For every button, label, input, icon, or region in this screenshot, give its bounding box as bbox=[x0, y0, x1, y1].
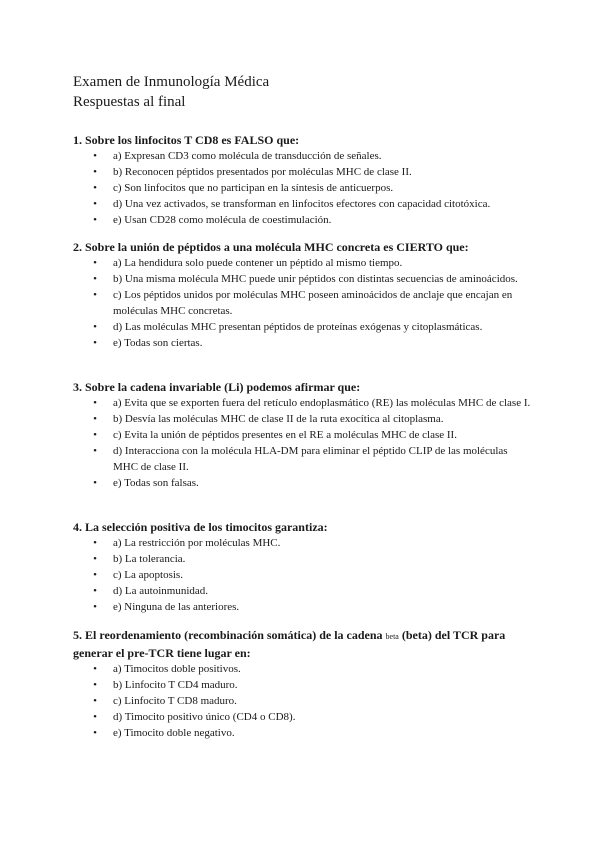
bullet-icon: • bbox=[93, 397, 97, 409]
option-2e bbox=[73, 335, 533, 351]
bullet-icon: • bbox=[93, 214, 97, 226]
beta-symbol-text: beta bbox=[385, 632, 399, 641]
option-letter: e) bbox=[113, 601, 122, 613]
bullet-icon: • bbox=[93, 166, 97, 178]
option-3d bbox=[73, 443, 533, 475]
bullet-icon: • bbox=[93, 601, 97, 613]
option-5a bbox=[73, 661, 533, 677]
option-5b bbox=[73, 677, 533, 693]
question-stem: Sobre los linfocitos T CD8 es FALSO que: bbox=[85, 133, 300, 147]
exam-subtitle: Respuestas al final bbox=[73, 94, 186, 110]
question-number: 2. bbox=[73, 240, 82, 254]
option-text: Reconocen péptidos presentados por moléculas MHC de clase II. bbox=[124, 166, 412, 178]
question-4-text bbox=[73, 519, 533, 535]
bullet-icon: • bbox=[93, 727, 97, 739]
bullet-icon: • bbox=[93, 553, 97, 565]
question-3 bbox=[73, 379, 533, 491]
option-1c bbox=[73, 180, 533, 196]
option-letter: b) bbox=[113, 553, 123, 565]
option-text: Desvía las moléculas MHC de clase II de la ruta exocítica al citoplasma. bbox=[124, 413, 444, 425]
question-1-text bbox=[73, 132, 533, 148]
bullet-icon: • bbox=[93, 289, 97, 301]
option-letter: c) bbox=[113, 569, 122, 581]
option-5d bbox=[73, 709, 533, 725]
question-stem: Sobre la unión de péptidos a una molécula MHC concreta es CIERTO que: bbox=[85, 240, 469, 254]
option-5e bbox=[73, 725, 533, 741]
bullet-icon: • bbox=[93, 321, 97, 333]
option-text: Los péptidos unidos por moléculas MHC poseen aminoácidos de anclaje que encajan en moléculas MHC concretas. bbox=[113, 289, 513, 317]
option-text: Evita que se exporten fuera del retículo endoplasmático (RE) las moléculas MHC de clase I. bbox=[124, 397, 531, 409]
bullet-icon: • bbox=[93, 198, 97, 210]
option-2b bbox=[73, 271, 533, 287]
bullet-icon: • bbox=[93, 413, 97, 425]
option-1e bbox=[73, 212, 533, 228]
option-text: Usan CD28 como molécula de coestimulación. bbox=[124, 214, 332, 226]
option-letter: b) bbox=[113, 166, 123, 178]
option-text: Linfocito T CD8 maduro. bbox=[124, 695, 237, 707]
bullet-icon: • bbox=[93, 537, 97, 549]
question-stem: Sobre la cadena invariable (Li) podemos afirmar que: bbox=[85, 380, 361, 394]
option-text: La restricción por moléculas MHC. bbox=[124, 537, 281, 549]
option-3e bbox=[73, 475, 533, 491]
option-letter: d) bbox=[113, 198, 123, 210]
question-5-text bbox=[73, 627, 533, 661]
option-letter: c) bbox=[113, 182, 122, 194]
option-text: La autoinmunidad. bbox=[124, 585, 209, 597]
bullet-icon: • bbox=[93, 150, 97, 162]
option-text: La hendidura solo puede contener un péptido al mismo tiempo. bbox=[124, 257, 403, 269]
option-text: Todas son falsas. bbox=[124, 477, 199, 489]
question-1-options bbox=[73, 148, 533, 228]
option-text: Son linfocitos que no participan en la síntesis de anticuerpos. bbox=[124, 182, 394, 194]
option-letter: c) bbox=[113, 429, 122, 441]
option-letter: c) bbox=[113, 289, 122, 301]
question-4 bbox=[73, 519, 533, 615]
option-3c bbox=[73, 427, 533, 443]
option-text: Timocitos doble positivos. bbox=[124, 663, 241, 675]
option-letter: a) bbox=[113, 537, 122, 549]
option-letter: e) bbox=[113, 477, 122, 489]
bullet-icon: • bbox=[93, 695, 97, 707]
option-1a bbox=[73, 148, 533, 164]
option-4e bbox=[73, 599, 533, 615]
question-1 bbox=[73, 132, 533, 228]
option-5c bbox=[73, 693, 533, 709]
question-number: 4. bbox=[73, 520, 82, 534]
option-letter: e) bbox=[113, 727, 122, 739]
question-5-options bbox=[73, 661, 533, 741]
option-text: Interacciona con la molécula HLA-DM para eliminar el péptido CLIP de las moléculas MHC de clase II. bbox=[113, 445, 508, 473]
option-letter: d) bbox=[113, 321, 123, 333]
question-3-text bbox=[73, 379, 533, 395]
question-stem-continued: (beta) del TCR para generar el pre-TCR tiene lugar en: bbox=[73, 628, 506, 660]
option-text: Una vez activados, se transforman en linfocitos efectores con capacidad citotóxica. bbox=[124, 198, 491, 210]
option-letter: c) bbox=[113, 695, 122, 707]
option-letter: e) bbox=[113, 214, 122, 226]
bullet-icon: • bbox=[93, 257, 97, 269]
option-letter: a) bbox=[113, 150, 122, 162]
option-1d bbox=[73, 196, 533, 212]
option-letter: a) bbox=[113, 663, 122, 675]
question-number: 5. bbox=[73, 628, 82, 642]
bullet-icon: • bbox=[93, 337, 97, 349]
option-text: Expresan CD3 como molécula de transducción de señales. bbox=[124, 150, 382, 162]
option-letter: b) bbox=[113, 273, 123, 285]
option-4b bbox=[73, 551, 533, 567]
question-2 bbox=[73, 239, 533, 351]
question-stem: La selección positiva de los timocitos garantiza: bbox=[85, 520, 328, 534]
option-text: Evita la unión de péptidos presentes en el RE a moléculas MHC de clase II. bbox=[124, 429, 457, 441]
bullet-icon: • bbox=[93, 182, 97, 194]
option-2a bbox=[73, 255, 533, 271]
option-1b bbox=[73, 164, 533, 180]
bullet-icon: • bbox=[93, 711, 97, 723]
option-4d bbox=[73, 583, 533, 599]
question-2-options bbox=[73, 255, 533, 351]
option-3b bbox=[73, 411, 533, 427]
option-text: Linfocito T CD4 maduro. bbox=[124, 679, 238, 691]
option-letter: e) bbox=[113, 337, 122, 349]
question-4-options bbox=[73, 535, 533, 615]
bullet-icon: • bbox=[93, 477, 97, 489]
question-2-text bbox=[73, 239, 533, 255]
bullet-icon: • bbox=[93, 679, 97, 691]
option-4a bbox=[73, 535, 533, 551]
option-text: Una misma molécula MHC puede unir péptidos con distintas secuencias de aminoácidos. bbox=[124, 273, 518, 285]
option-letter: b) bbox=[113, 679, 123, 691]
bullet-icon: • bbox=[93, 585, 97, 597]
option-text: Timocito positivo único (CD4 o CD8). bbox=[124, 711, 296, 723]
option-letter: d) bbox=[113, 585, 123, 597]
option-letter: a) bbox=[113, 397, 122, 409]
bullet-icon: • bbox=[93, 569, 97, 581]
option-text: Timocito doble negativo. bbox=[124, 727, 235, 739]
bullet-icon: • bbox=[93, 429, 97, 441]
option-text: Todas son ciertas. bbox=[124, 337, 203, 349]
question-number: 3. bbox=[73, 380, 82, 394]
option-4c bbox=[73, 567, 533, 583]
question-5 bbox=[73, 627, 533, 741]
option-letter: a) bbox=[113, 257, 122, 269]
exam-title: Examen de Inmunología Médica bbox=[73, 74, 270, 90]
question-number: 1. bbox=[73, 133, 82, 147]
option-text: La apoptosis. bbox=[124, 569, 183, 581]
document-header bbox=[73, 72, 269, 112]
option-3a bbox=[73, 395, 533, 411]
option-2d bbox=[73, 319, 533, 335]
bullet-icon: • bbox=[93, 273, 97, 285]
option-2c bbox=[73, 287, 533, 319]
option-text: Las moléculas MHC presentan péptidos de proteínas exógenas y citoplasmáticas. bbox=[124, 321, 483, 333]
question-3-options bbox=[73, 395, 533, 491]
bullet-icon: • bbox=[93, 663, 97, 675]
option-letter: d) bbox=[113, 711, 123, 723]
option-text: La tolerancia. bbox=[124, 553, 186, 565]
option-letter: b) bbox=[113, 413, 123, 425]
question-stem: El reordenamiento (recombinación somática) de la cadena bbox=[85, 628, 386, 642]
bullet-icon: • bbox=[93, 445, 97, 457]
option-text: Ninguna de las anteriores. bbox=[124, 601, 240, 613]
option-letter: d) bbox=[113, 445, 123, 457]
